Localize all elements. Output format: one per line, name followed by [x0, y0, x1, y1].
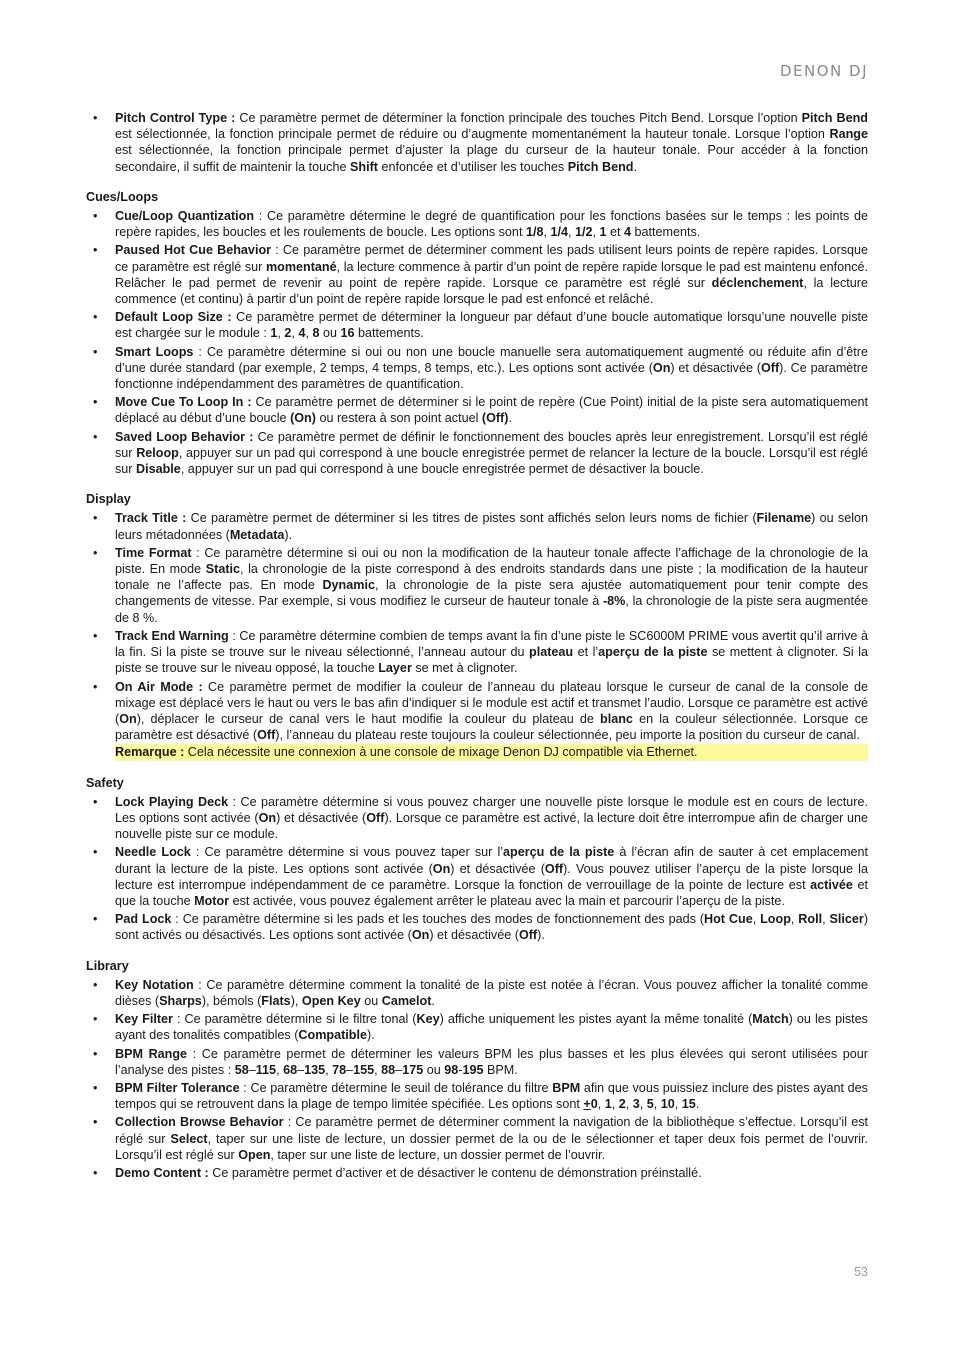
pitch-list — [86, 110, 868, 175]
list-item: • Saved Loop Behavior : Ce paramètre permet de définir le fonctionnement des boucles après leur enregistrement. Lorsqu’il est réglé sur Reloop, appuyer sur un pad qui correspond à une boucle enregistrée permet de relancer la lecture de la boucle. Lorsqu’il est réglé sur Disable, appuyer sur un pad qui correspond à une boucle enregistrée permet de désactiver la boucle. — [86, 429, 868, 478]
list-item: • Collection Browse Behavior : Ce paramètre permet de déterminer comment la navigation de la bibliothèque s’effectue. Lorsqu’il est réglé sur Select, taper sur une liste de lecture, un dossier permet de la ou de le sélectionner et taper deux fois permet de l’ouvrir. Lorsqu’il est réglé sur Open, taper sur une liste de lecture, un dossier permet de l’ouvrir. — [86, 1114, 868, 1163]
list-item: • Cue/Loop Quantization : Ce paramètre détermine le degré de quantification pour les fonctions basées sur le temps : les points de repère rapides, les boucles et les roulements de boucle. Les options sont 1/8, 1/4, 1/2, 1 et 4 battements. — [86, 208, 868, 240]
list-item: • BPM Range : Ce paramètre permet de déterminer les valeurs BPM les plus basses et les plus élevées qui seront utilisées pour l’analyse des pistes : 58–115, 68–135, 78–155, 88–175 ou 98-195 BPM. — [86, 1046, 868, 1078]
cues-loops-list — [86, 208, 868, 477]
list-item: • Pitch Control Type : Ce paramètre permet de déterminer la fonction principale des touches Pitch Bend. Lorsque l’option Pitch Bend est sélectionnée, la fonction principale permet de réduire ou d’augmente momentanément la hauteur tonale. Lorsque l’option Range est sélectionnée, la fonction principale permet d’ajuster la plage du curseur de la hauteur tonale. Pour accéder à la fonction secondaire, il suffit de maintenir la touche Shift enfoncée et d’utiliser les touches Pitch Bend. — [86, 110, 868, 175]
list-item: • Demo Content : Ce paramètre permet d’activer et de désactiver le contenu de démonstration préinstallé. — [86, 1165, 868, 1181]
safety-list — [86, 794, 868, 944]
list-item: • Track End Warning : Ce paramètre détermine combien de temps avant la fin d’une piste le SC6000M PRIME vous avertit qu’il arrive à la fin. Si la piste se trouve sur le niveau sélectionné, l’anneau autour du plateau et l’aperçu de la piste se mettent à clignoter. Si la piste se trouve sur le niveau opposé, la touche Layer se met à clignoter. — [86, 628, 868, 677]
list-item: • Smart Loops : Ce paramètre détermine si oui ou non une boucle manuelle sera automatiquement augmenté ou réduite afin d’être d’une durée standard (par exemple, 2 temps, 4 temps, 8 temps, etc.). Les options sont activée (On) et désactivée (Off). Ce paramètre fonctionne indépendamment des paramètres de quantification. — [86, 344, 868, 393]
list-item: • Move Cue To Loop In : Ce paramètre permet de déterminer si le point de repère (Cue Point) initial de la piste sera automatiquement déplacé au début d’une boucle (On) ou restera à son point actuel (Off). — [86, 394, 868, 426]
section-heading-cues-loops: Cues/Loops — [86, 189, 159, 204]
list-item: • Needle Lock : Ce paramètre détermine si vous pouvez taper sur l’aperçu de la piste à l’écran afin de sauter à cet emplacement durant la lecture de la piste. Les options sont activée (On) et désactivée (Off). Vous pouvez utiliser l’aperçu de la piste lorsque la lecture est interrompue indépendamment de ce paramètre. Lorsque la fonction de verrouillage de la pointe de lecture est activée et que la touche Motor est activée, vous pouvez également arrêter le plateau avec la main et parcourir l’aperçu de la piste. — [86, 844, 868, 909]
list-item: • Key Filter : Ce paramètre détermine si le filtre tonal (Key) affiche uniquement les pistes ayant la même tonalité (Match) ou les pistes ayant des tonalités compatibles (Compatible). — [86, 1011, 868, 1043]
section-heading-safety: Safety — [86, 775, 124, 790]
section-heading-library: Library — [86, 958, 129, 973]
brand-logo-text: DENON DJ — [779, 62, 868, 80]
list-item: • Track Title : Ce paramètre permet de déterminer si les titres de pistes sont affichés selon leurs noms de fichier (Filename) ou selon leurs métadonnées (Metadata). — [86, 510, 868, 542]
page-number: 53 — [854, 1265, 868, 1279]
section-heading-display: Display — [86, 492, 131, 507]
list-item: • BPM Filter Tolerance : Ce paramètre détermine le seuil de tolérance du filtre BPM afin que vous puissiez inclure des pistes ayant des tempos qui se retrouvent dans la plage de tempo limitée spécifiée. Les options sont +0, 1, 2, 3, 5, 10, 15. — [86, 1080, 868, 1112]
page-content — [86, 110, 868, 1183]
display-list — [86, 510, 868, 760]
library-list — [86, 977, 868, 1181]
list-item: • Key Notation : Ce paramètre détermine comment la tonalité de la piste est notée à l’écran. Vous pouvez afficher la tonalité comme dièses (Sharps), bémols (Flats), Open Key ou Camelot. — [86, 977, 868, 1009]
list-item: • Default Loop Size : Ce paramètre permet de déterminer la longueur par défaut d’une boucle automatique lorsqu’une nouvelle piste est chargée sur le module : 1, 2, 4, 8 ou 16 battements. — [86, 309, 868, 341]
list-item: • Time Format : Ce paramètre détermine si oui ou non la modification de la hauteur tonale affecte l’affichage de la chronologie de la piste. En mode Static, la chronologie de la piste correspond à des endroits standards dans une piste ; la modification de la hauteur tonale ne l’affecte pas. En mode Dynamic, la chronologie de la piste sera ajustée automatiquement pour tenir compte des changements de vitesse. Par exemple, si vous modifiez le curseur de hauteur tonale à -8%, la chronologie de la piste sera augmentée de 8 %. — [86, 545, 868, 626]
note-highlight: Remarque : Cela nécessite une connexion à une console de mixage Denon DJ compatible via Ethernet. — [115, 744, 868, 760]
list-item: • Paused Hot Cue Behavior : Ce paramètre permet de déterminer comment les pads utilisent leurs points de repère rapides. Lorsque ce paramètre est réglé sur momentané, la lecture commence à partir d’un point de repère rapide lorsque le pad est maintenu enfoncé. Relâcher le pad permet de revenir au point de repère rapide. Lorsque ce paramètre est réglé sur déclenchement, la lecture commence (et continu) à partir d’un point de repère rapide lorsque le pad est enfoncé et relâché. — [86, 242, 868, 307]
list-item: • Lock Playing Deck : Ce paramètre détermine si vous pouvez charger une nouvelle piste lorsque le module est en cours de lecture. Les options sont activée (On) et désactivée (Off). Lorsque ce paramètre est activé, la lecture doit être interrompue afin de charger une nouvelle piste sur ce module. — [86, 794, 868, 843]
list-item: • On Air Mode : Ce paramètre permet de modifier la couleur de l’anneau du plateau lorsque le curseur de canal de la console de mixage est déplacé vers le haut ou vers le bas afin d’indiquer si le module est actif et transmet l’audio. Lorsque ce paramètre est activé (On), déplacer le curseur de canal vers le haut modifie la couleur du plateau de blanc en la couleur sélectionnée. Lorsque ce paramètre est désactivé (Off), l’anneau du plateau reste toujours la couleur sélectionnée, peu importe la position du curseur de canal. Remarque : Cela nécessite une connexion à une console de mixage Denon DJ compatible via Ethernet. — [86, 679, 868, 761]
list-item: • Pad Lock : Ce paramètre détermine si les pads et les touches des modes de fonctionnement des pads (Hot Cue, Loop, Roll, Slicer) sont activés ou désactivés. Les options sont activée (On) et désactivée (Off). — [86, 911, 868, 943]
